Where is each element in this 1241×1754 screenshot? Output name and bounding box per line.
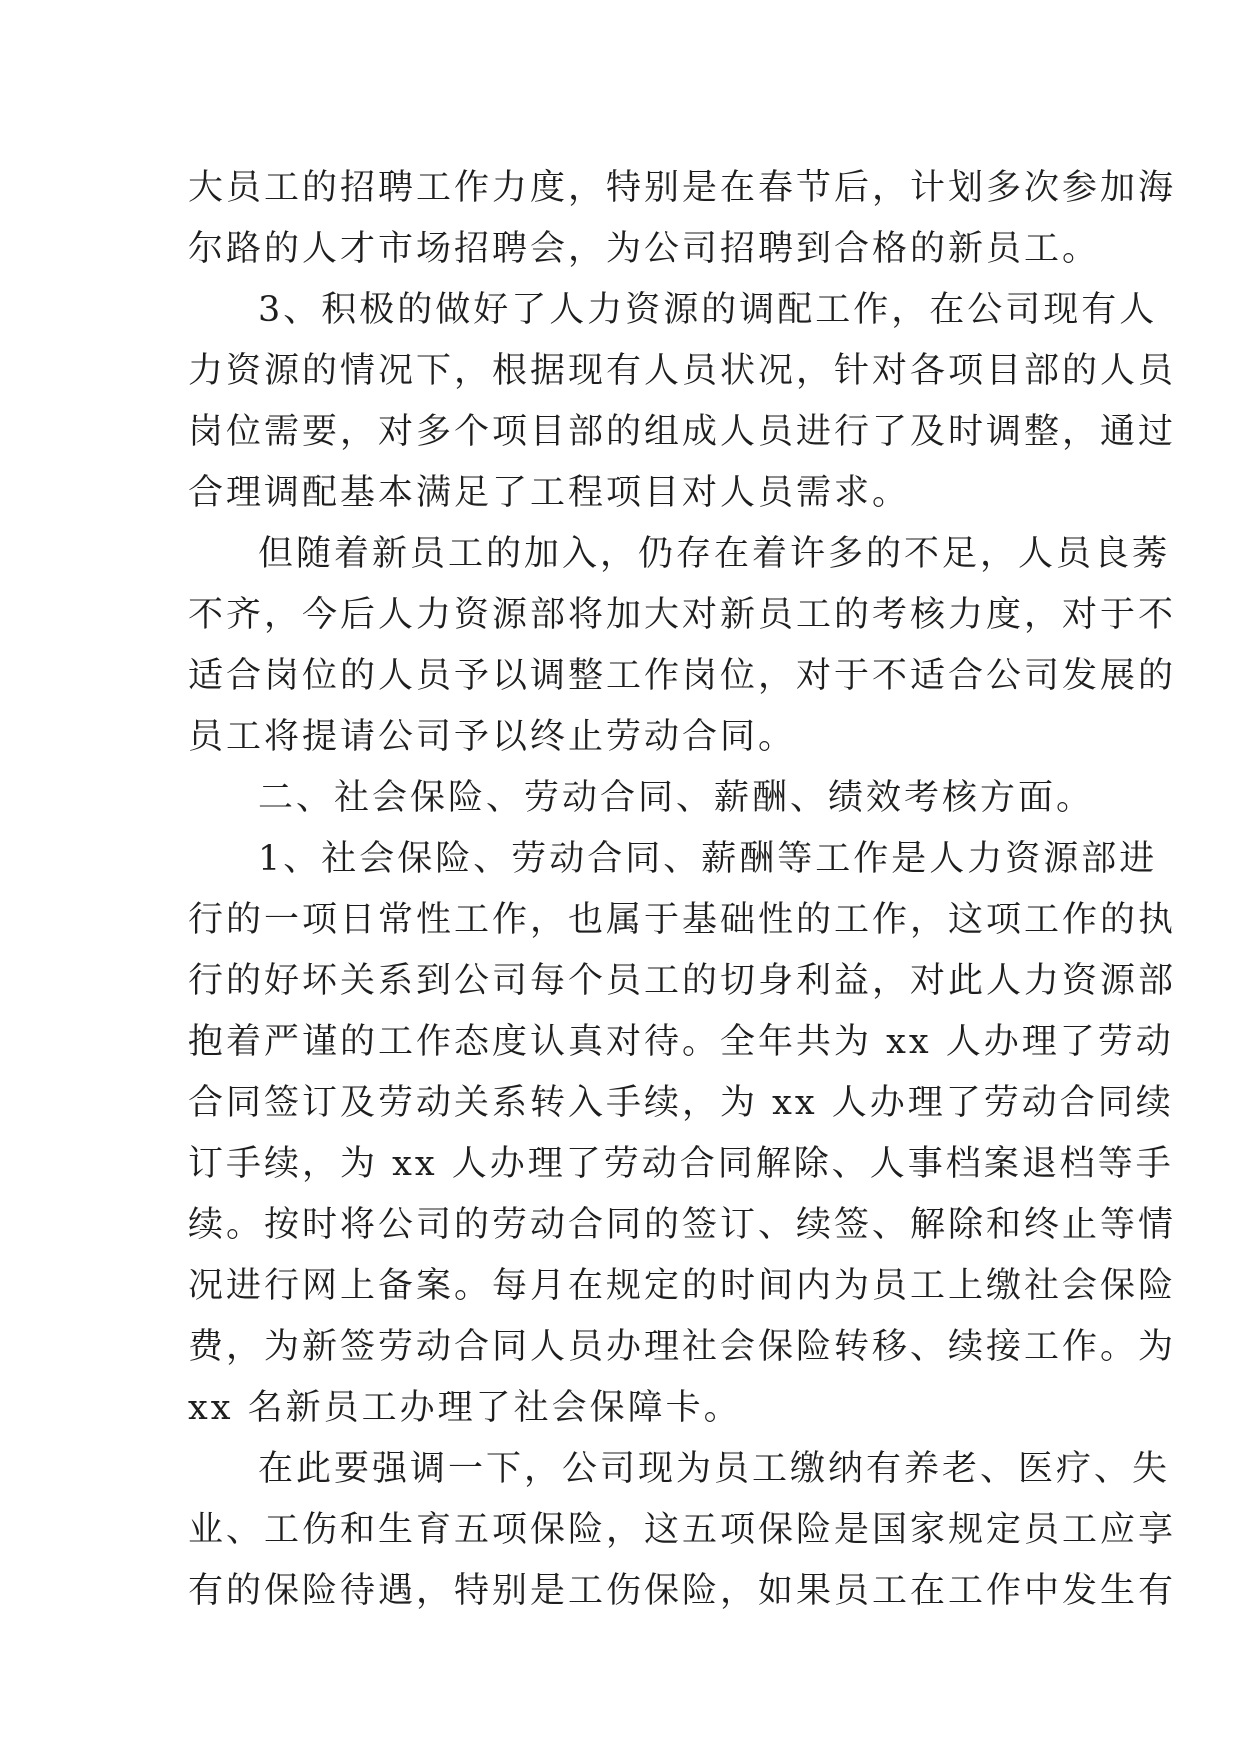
- text-line: 力资源的情况下，根据现有人员状况，针对各项目部的人员: [188, 351, 1177, 391]
- text-line: 合同签订及劳动关系转入手续，为 xx 人办理了劳动合同续: [188, 1083, 1174, 1123]
- document-body: [188, 158, 1177, 1622]
- text-line: 在此要强调一下，公司现为员工缴纳有养老、医疗、失: [258, 1449, 1171, 1489]
- section-heading: 二、社会保险、劳动合同、薪酬、绩效考核方面。: [258, 778, 1095, 818]
- text-line: 尔路的人才市场招聘会，为公司招聘到合格的新员工。: [188, 229, 1101, 269]
- text-line: 大员工的招聘工作力度，特别是在春节后，计划多次参加海: [188, 168, 1177, 208]
- text-line: 费，为新签劳动合同人员办理社会保险转移、续接工作。为: [188, 1327, 1177, 1367]
- text-line: 订手续，为 xx 人办理了劳动合同解除、人事档案退档等手: [188, 1144, 1174, 1184]
- text-line: xx 名新员工办理了社会保障卡。: [188, 1388, 742, 1428]
- text-line: 但随着新员工的加入，仍存在着许多的不足，人员良莠: [258, 534, 1171, 574]
- text-line: 岗位需要，对多个项目部的组成人员进行了及时调整，通过: [188, 412, 1177, 452]
- text-line: 况进行网上备案。每月在规定的时间内为员工上缴社会保险: [188, 1266, 1177, 1306]
- text-line: 抱着严谨的工作态度认真对待。全年共为 xx 人办理了劳动: [188, 1022, 1174, 1062]
- text-line: 员工将提请公司予以终止劳动合同。: [188, 717, 797, 757]
- text-line: 行的一项日常性工作，也属于基础性的工作，这项工作的执: [188, 900, 1177, 940]
- text-line: 合理调配基本满足了工程项目对人员需求。: [188, 473, 911, 513]
- text-line: 不齐，今后人力资源部将加大对新员工的考核力度，对于不: [188, 595, 1177, 635]
- text-line: 3、积极的做好了人力资源的调配工作，在公司现有人: [258, 290, 1158, 330]
- text-line: 适合岗位的人员予以调整工作岗位，对于不适合公司发展的: [188, 656, 1177, 696]
- text-line: 业、工伤和生育五项保险，这五项保险是国家规定员工应享: [188, 1510, 1177, 1550]
- text-line: 1、社会保险、劳动合同、薪酬等工作是人力资源部进: [258, 839, 1158, 879]
- text-line: 有的保险待遇，特别是工伤保险，如果员工在工作中发生有: [188, 1571, 1177, 1611]
- text-line: 续。按时将公司的劳动合同的签订、续签、解除和终止等情: [188, 1205, 1177, 1245]
- text-line: 行的好坏关系到公司每个员工的切身利益，对此人力资源部: [188, 961, 1177, 1001]
